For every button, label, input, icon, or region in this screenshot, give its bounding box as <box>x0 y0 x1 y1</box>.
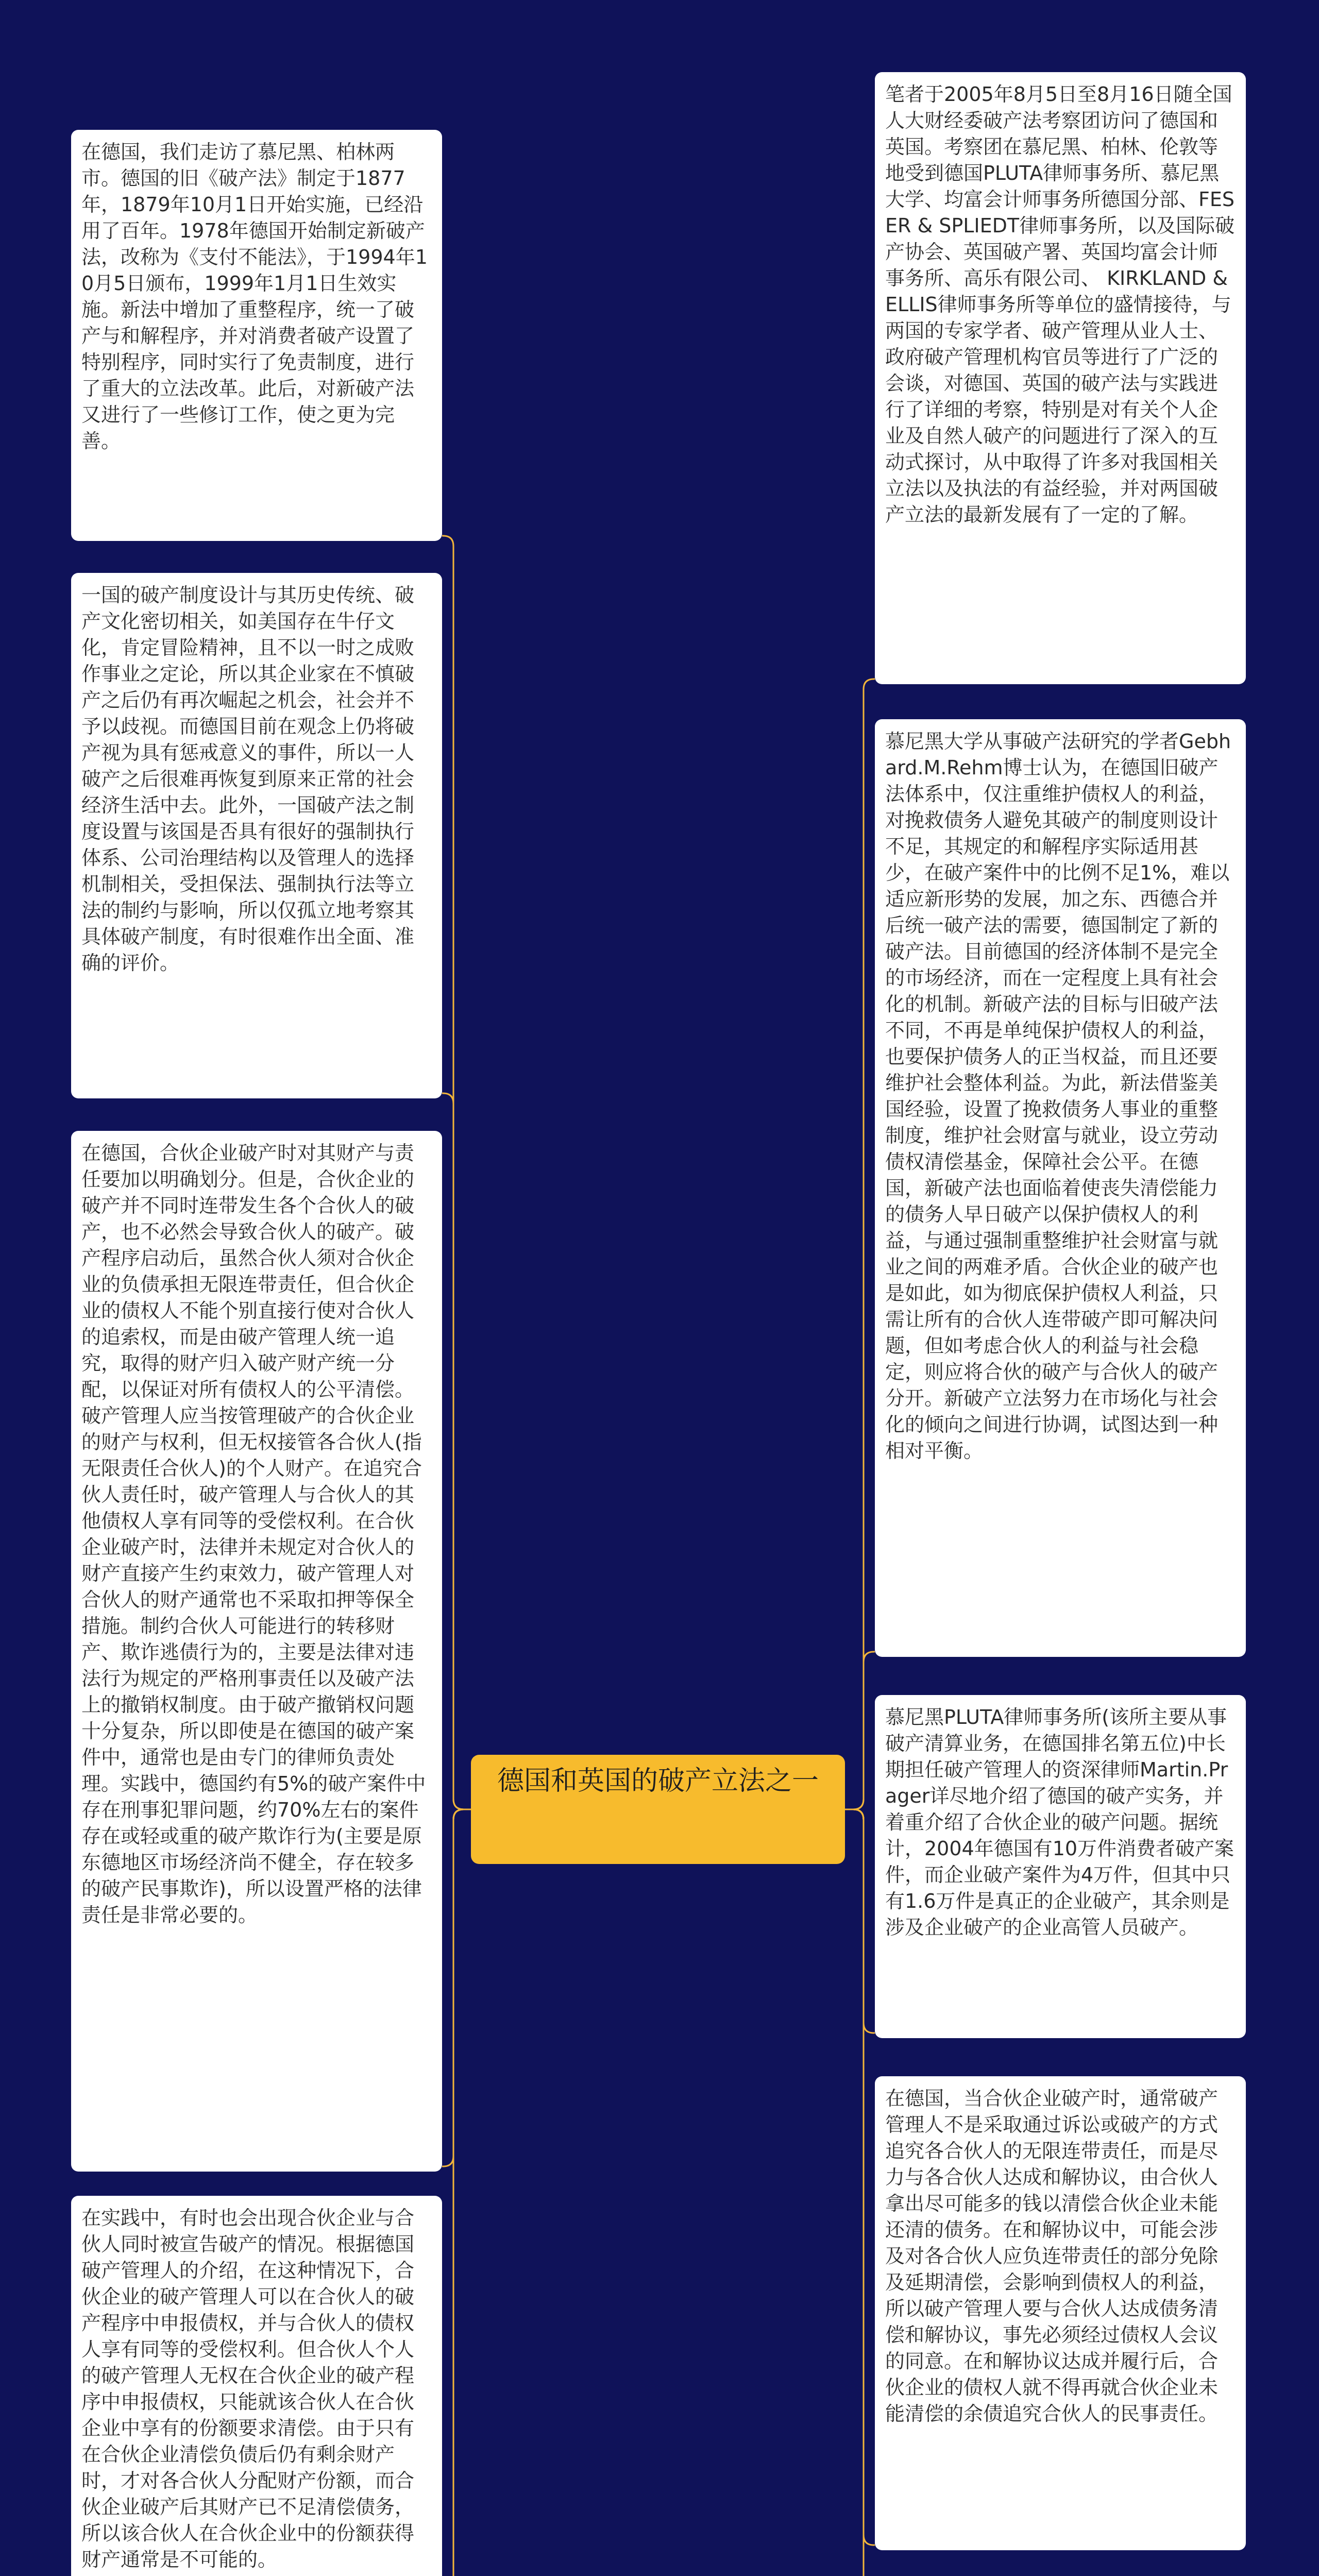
connector-left-7 <box>442 1809 471 2576</box>
connector-left-6 <box>442 1809 471 2576</box>
right-topic-1[interactable]: 笔者于2005年8月5日至8月16日随全国人大财经委破产法考察团访问了德国和英国。考察团在慕尼黑、柏林、伦敦等地受到德国PLUTA律师事务所、慕尼黑大学、均富会计师事务所德国分部、FESER & SPLIEDT律师事务所，以及国际破产协会、英国破产署、英国均富会计师事务所、高乐有限公司、 KIRKLAND & ELLIS律师事务所等单位的盛情接待，与两国的专家学者、破产管理从业人士、政府破产管理机构官员等进行了广泛的会谈，对德国、英国的破产法与实践进行了详细的考察，特别是对有关个人企业及自然人破产的问题进行了深入的互动式探讨，从中取得了许多对我国相关立法以及执法的有益经验，并对两国破产立法的最新发展有了一定的了解。 <box>875 72 1246 684</box>
right-topic-2[interactable]: 慕尼黑大学从事破产法研究的学者Gebhard.M.Rehm博士认为，在德国旧破产法体系中，仅注重维护债权人的利益，对挽救债务人避免其破产的制度则设计不足，其规定的和解程序实际适用甚少，在破产案件中的比例不足1%，难以适应新形势的发展，加之东、西德合并后统一破产法的需要，德国制定了新的破产法。目前德国的经济体制不是完全的市场经济，而在一定程度上具有社会化的机制。新破产法的目标与旧破产法不同，不再是单纯保护债权人的利益，也要保护债务人的正当权益，而且还要维护社会整体利益。为此，新法借鉴美国经验，设置了挽救债务人事业的重整制度，维护社会财富与就业，设立劳动债权清偿基金，保障社会公平。在德国，新破产法也面临着使丧失清偿能力的债务人早日破产以保护债权人的利益，与通过强制重整维护社会财富与就业之间的两难矛盾。合伙企业的破产也是如此，如为彻底保护债权人利益，只需让所有的合伙人连带破产即可解决问题，但如考虑合伙人的利益与社会稳定，则应将合伙的破产与合伙人的破产分开。新破产立法努力在市场化与社会化的倾向之间进行协调，试图达到一种相对平衡。 <box>875 719 1246 1657</box>
right-topic-4[interactable]: 在德国，当合伙企业破产时，通常破产管理人不是采取通过诉讼或破产的方式追究各合伙人的无限连带责任，而是尽力与各合伙人达成和解协议，由合伙人拿出尽可能多的钱以清偿合伙企业未能还清的债务。在和解协议中，可能会涉及对各合伙人应负连带责任的部分免除及延期清偿，会影响到债权人的利益，所以破产管理人要与合伙人达成债务清偿和解协议，事先必须经过债权人会议的同意。在和解协议达成并履行后，合伙企业的债权人就不得再就合伙企业未能清偿的余债追究合伙人的民事责任。 <box>875 2076 1246 2550</box>
root-topic[interactable] <box>471 1755 845 1864</box>
connector-left-2 <box>442 1093 471 1809</box>
connector-right-1 <box>845 679 875 1809</box>
left-topic-1[interactable]: 在德国，我们走访了慕尼黑、柏林两市。德国的旧《破产法》制定于1877年，1879年10月1日开始实施，已经沿用了百年。1978年德国开始制定新破产法，改称为《支付不能法》，于1994年10月5日颁布，1999年1月1日生效实施。新法中增加了重整程序，统一了破产与和解程序，并对消费者破产设置了特别程序，同时实行了免责制度，进行了重大的立法改革。此后，对新破产法又进行了一些修订工作，使之更为完善。 <box>71 130 442 541</box>
connector-right-7 <box>845 1809 875 2576</box>
connector-right-4 <box>845 1809 875 2545</box>
right-topic-3[interactable]: 慕尼黑PLUTA律师事务所(该所主要从事破产清算业务，在德国排名第五位)中长期担任破产管理人的资深律师Martin.Prager详尽地介绍了德国的破产实务，并着重介绍了合伙企业的破产问题。据统计，2004年德国有10万件消费者破产案件，而企业破产案件为4万件，但其中只有1.6万件是真正的企业破产，其余则是涉及企业破产的企业高管人员破产。 <box>875 1695 1246 2038</box>
connector-left-3 <box>442 1809 471 2166</box>
connector-right-6 <box>845 1809 875 2576</box>
connector-right-5 <box>845 1809 875 2576</box>
left-topic-2[interactable]: 一国的破产制度设计与其历史传统、破产文化密切相关，如美国存在牛仔文化，肯定冒险精神，且不以一时之成败作事业之定论，所以其企业家在不慎破产之后仍有再次崛起之机会，社会并不予以歧视。而德国目前在观念上仍将破产视为具有惩戒意义的事件，所以一人破产之后很难再恢复到原来正常的社会经济生活中去。此外，一国破产法之制度设置与该国是否具有很好的强制执行体系、公司治理结构以及管理人的选择机制相关，受担保法、强制执行法等立法的制约与影响，所以仅孤立地考察其具体破产制度，有时很难作出全面、准确的评价。 <box>71 573 442 1098</box>
connector-left-5 <box>442 1809 471 2576</box>
connector-left-1 <box>442 536 471 1809</box>
root-topic-title: 德国和英国的破产立法之一 <box>497 1766 819 1797</box>
connector-left-4 <box>442 1809 471 2576</box>
connector-right-3 <box>845 1809 875 2033</box>
left-topic-4[interactable]: 在实践中，有时也会出现合伙企业与合伙人同时被宣告破产的情况。根据德国破产管理人的介绍，在这种情况下，合伙企业的破产管理人可以在合伙人的破产程序中申报债权，并与合伙人的债权人享有同等的受偿权利。但合伙人个人的破产管理人无权在合伙企业的破产程序中申报债权，只能就该合伙人在合伙企业中享有的份额要求清偿。由于只有在合伙企业清偿负债后仍有剩余财产时，才对各合伙人分配财产份额，而合伙企业破产后其财产已不足清偿债务，所以该合伙人在合伙企业中的份额获得财产通常是不可能的。 <box>71 2196 442 2576</box>
connector-right-2 <box>845 1652 875 1809</box>
connector-right-8 <box>845 1809 875 2576</box>
left-topic-3[interactable]: 在德国，合伙企业破产时对其财产与责任要加以明确划分。但是，合伙企业的破产并不同时连带发生各个合伙人的破产，也不必然会导致合伙人的破产。破产程序启动后，虽然合伙人须对合伙企业的负债承担无限连带责任，但合伙企业的债权人不能个别直接行使对合伙人的追索权，而是由破产管理人统一追究，取得的财产归入破产财产统一分配，以保证对所有债权人的公平清偿。破产管理人应当按管理破产的合伙企业的财产与权利，但无权接管各合伙人(指无限责任合伙人)的个人财产。在追究合伙人责任时，破产管理人与合伙人的其他债权人享有同等的受偿权利。在合伙企业破产时，法律并未规定对合伙人的财产直接产生约束效力，破产管理人对合伙人的财产通常也不采取扣押等保全措施。制约合伙人可能进行的转移财产、欺诈逃债行为的，主要是法律对违法行为规定的严格刑事责任以及破产法上的撤销权制度。由于破产撤销权问题十分复杂，所以即使是在德国的破产案件中，通常也是由专门的律师负责处理。实践中，德国约有5%的破产案件中存在刑事犯罪问题，约70%左右的案件存在或轻或重的破产欺诈行为(主要是原东德地区市场经济尚不健全，存在较多的破产民事欺诈)，所以设置严格的法律责任是非常必要的。 <box>71 1131 442 2172</box>
